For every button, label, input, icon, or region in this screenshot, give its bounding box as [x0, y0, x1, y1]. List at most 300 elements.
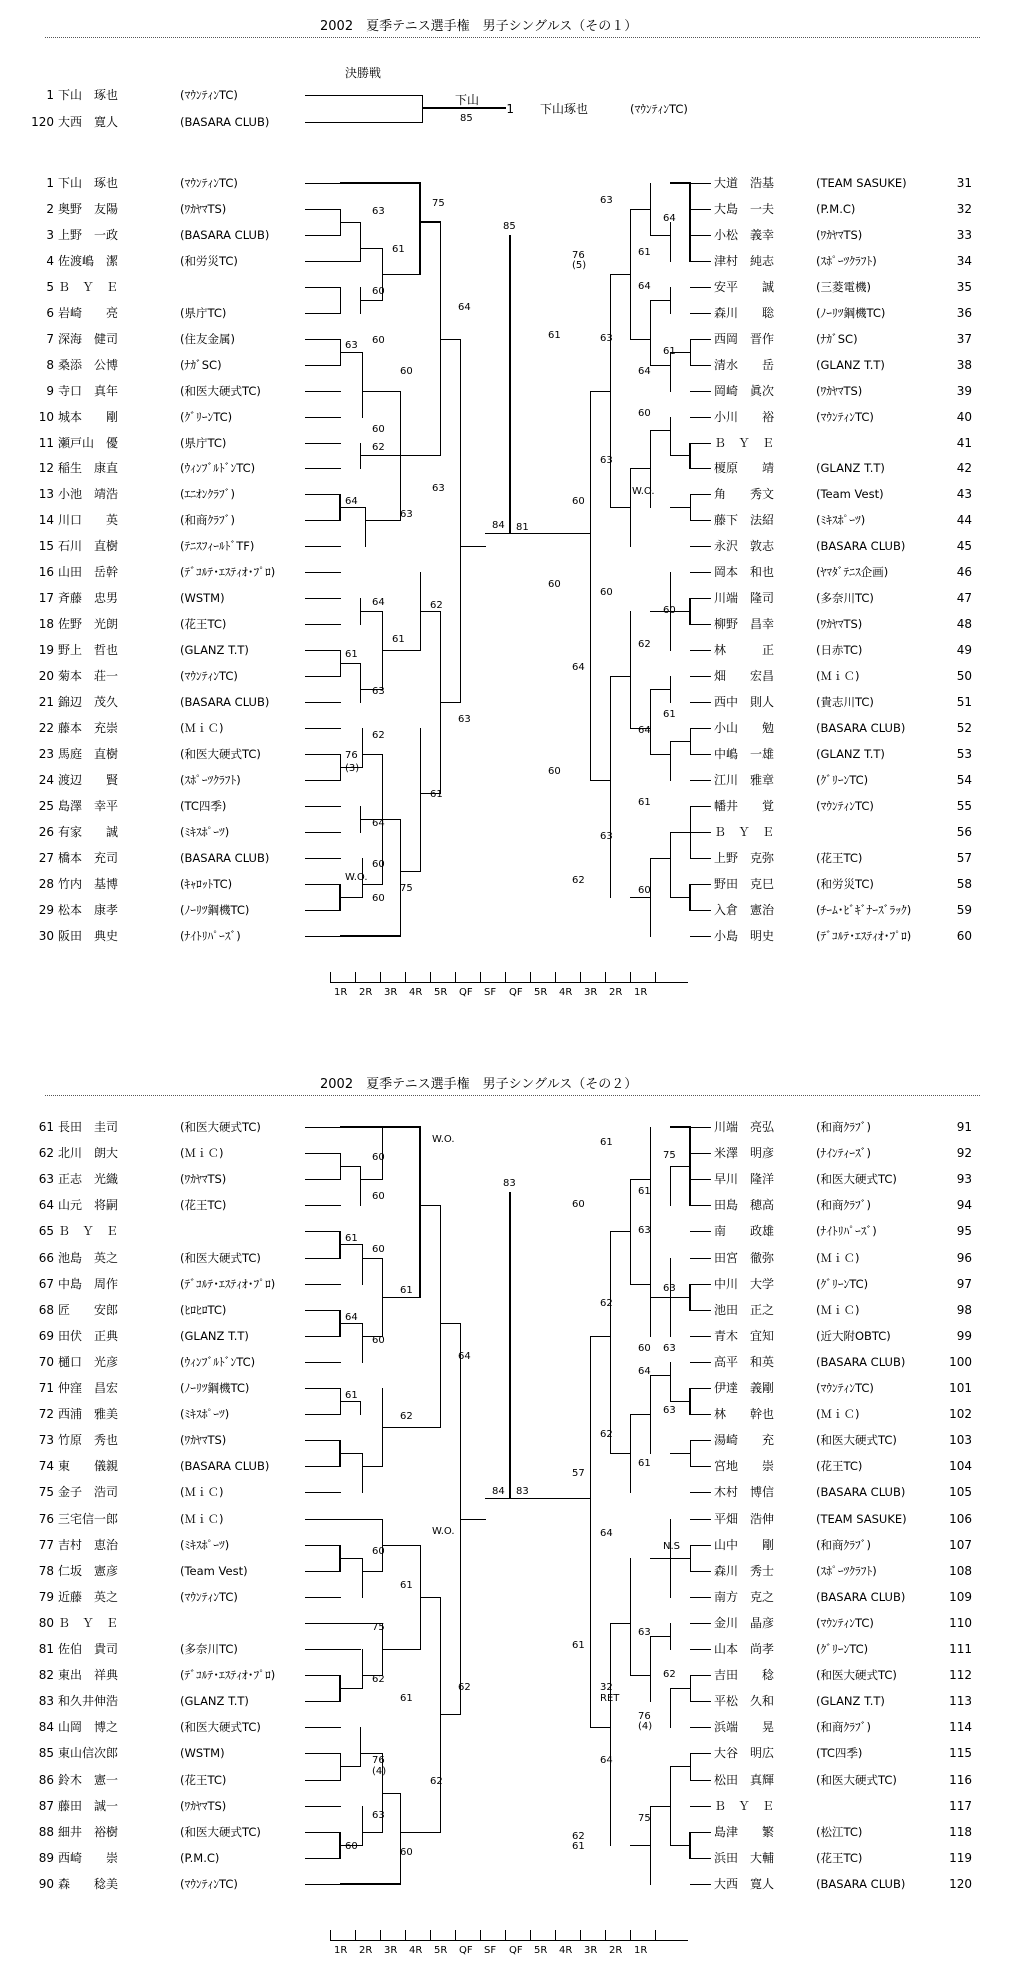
bracket-line [305, 1701, 341, 1702]
bracket-line [650, 689, 671, 690]
bracket-line [690, 650, 711, 651]
bracket-line [605, 1930, 606, 1941]
bracket-line [419, 1127, 421, 1298]
player-name: 西中 則人 [714, 695, 775, 709]
sheet-title: 2002 夏季テニス選手権 男子シングルス（その１） [320, 19, 638, 34]
entry-number: 82 [38, 1668, 54, 1683]
player-name: 仁坂 憲彦 [58, 1563, 119, 1578]
bracket-line [420, 728, 421, 872]
entry-number: 53 [956, 746, 972, 761]
round-label: 5R [434, 987, 448, 998]
player-name: 金川 晶彦 [714, 1615, 775, 1630]
bracket-line [590, 1727, 611, 1728]
entry-number: 116 [949, 1772, 972, 1787]
player-name: 下山 琢也 [58, 176, 119, 190]
player-name: 錦辺 茂久 [58, 695, 119, 709]
bracket-line [365, 507, 366, 547]
bracket-line [422, 107, 506, 109]
match-score: 60 [638, 885, 651, 897]
match-score: 75 [432, 197, 445, 209]
bracket-line [650, 689, 651, 755]
player-club: (日赤TC) [816, 643, 863, 658]
bracket-line [690, 1205, 711, 1206]
entry-number: 84 [38, 1720, 54, 1735]
bracket-line [305, 1258, 341, 1259]
bracket-line [690, 1753, 711, 1754]
match-score: 60 [372, 1546, 385, 1558]
bracket-line [690, 1571, 711, 1572]
entry-number: 73 [38, 1433, 54, 1448]
player-name: 東出 祥典 [58, 1668, 119, 1683]
bracket-line [630, 1284, 651, 1285]
round-label: 5R [534, 987, 548, 998]
round-label: 2R [609, 1945, 623, 1956]
bracket-line [305, 122, 423, 123]
player-club: (P.M.C) [816, 201, 856, 216]
entry-number: 32 [956, 201, 972, 216]
bracket-line [305, 1310, 341, 1311]
player-club: (ﾃﾞｺﾙﾃ･ｴｽﾃｨｵ･ﾌﾟﾛ) [816, 928, 912, 943]
match-score: 63 [600, 830, 613, 842]
bracket-line [670, 741, 671, 781]
bracket-line [382, 819, 401, 820]
bracket-line [305, 1284, 341, 1285]
bracket-line [460, 339, 461, 703]
match-score: 61 [392, 244, 405, 256]
bracket-line [380, 1930, 381, 1941]
bracket-line [305, 183, 341, 184]
match-score: 60 [663, 605, 676, 617]
entry-number: 13 [38, 487, 54, 502]
entry-number: 1 [46, 176, 54, 190]
player-name: 野上 哲也 [58, 643, 119, 658]
match-score: 64 [638, 366, 651, 378]
player-name: 深海 健司 [58, 331, 119, 346]
player-club: (和労災TC) [816, 876, 874, 891]
player-name: 近藤 英之 [58, 1589, 119, 1604]
player-club: (Team Vest) [816, 487, 884, 502]
entry-number: 25 [38, 798, 54, 813]
player-name: 小島 明史 [714, 928, 775, 943]
bracket-line [690, 1858, 711, 1859]
match-score: 64 [638, 280, 651, 292]
round-label: 4R [559, 987, 573, 998]
match-score: 62 [638, 638, 651, 650]
bracket-line [690, 1414, 711, 1415]
player-name: 中川 大学 [714, 1276, 775, 1291]
bracket-line [610, 274, 631, 275]
entry-number: 1 [46, 88, 54, 102]
player-club: (ＭｉＣ) [180, 720, 224, 735]
entry-number: 64 [38, 1198, 54, 1213]
bracket-line [605, 972, 606, 983]
player-club: (BASARA CLUB) [816, 539, 906, 554]
bracket-line [305, 650, 341, 651]
bracket-line [690, 1258, 711, 1259]
match-score: 63 [458, 714, 471, 726]
entry-number: 104 [949, 1459, 972, 1474]
entry-number: 83 [38, 1694, 54, 1709]
bracket-line [670, 222, 671, 262]
bracket-line [690, 1597, 711, 1598]
bracket-line [509, 1192, 511, 1498]
round-label: SF [484, 1945, 497, 1956]
bracket-line [305, 806, 341, 807]
entry-number: 48 [956, 617, 972, 632]
player-name: 上野 一政 [58, 227, 119, 242]
bracket-line [690, 1519, 711, 1520]
bracket-line [420, 1205, 441, 1206]
player-name: 藤下 法紹 [714, 513, 775, 528]
entry-number: 118 [949, 1824, 972, 1839]
entry-number: 34 [956, 253, 972, 268]
player-name: 田島 穂高 [714, 1198, 775, 1213]
player-name: 森川 聡 [714, 305, 775, 320]
bracket-line [530, 1930, 531, 1941]
sheet-title: 2002 夏季テニス選手権 男子シングルス（その２） [320, 1077, 638, 1092]
player-name: 入倉 憲治 [714, 902, 775, 917]
entry-number: 69 [38, 1328, 54, 1343]
match-score: (4) [372, 1765, 387, 1777]
entry-number: 110 [949, 1615, 972, 1630]
entry-number: 95 [956, 1224, 972, 1239]
bracket-line [610, 1231, 611, 1454]
bracket-line [670, 417, 671, 457]
match-score: 84 [492, 1486, 505, 1498]
player-name: 稲生 康直 [58, 461, 119, 476]
player-name: 安平 誠 [714, 279, 775, 294]
bracket-line [610, 1623, 631, 1624]
match-score: 60 [548, 766, 561, 778]
bracket-line [305, 1127, 341, 1128]
match-score: 60 [572, 1199, 585, 1211]
player-name: 川端 亮弘 [714, 1120, 775, 1134]
player-club: (県庁TC) [180, 305, 227, 320]
bracket-line [382, 1649, 401, 1650]
bracket-line [630, 339, 651, 340]
bracket-line [690, 546, 711, 547]
bracket-line [560, 1498, 591, 1499]
player-name: 小川 裕 [714, 409, 775, 424]
match-score: 32 [600, 1682, 613, 1694]
player-name: Ｂ Ｙ Ｅ [58, 1615, 119, 1630]
bracket-line [440, 1205, 441, 1428]
bracket-line [305, 1806, 341, 1807]
player-name: 樋口 光彦 [58, 1354, 119, 1369]
player-name: 竹原 秀也 [58, 1433, 119, 1448]
player-club: (WSTM) [180, 1746, 225, 1761]
bracket-line [690, 806, 711, 807]
entry-number: 117 [949, 1798, 972, 1813]
bracket-line [610, 676, 631, 677]
bracket-line [670, 1362, 671, 1402]
bracket-line [360, 1179, 383, 1180]
player-club: (花王TC) [816, 1850, 863, 1865]
player-name: 島津 繁 [714, 1824, 775, 1839]
player-name: 吉田 稔 [714, 1668, 775, 1683]
match-score: 60 [638, 407, 651, 419]
match-score: 62 [372, 729, 385, 741]
player-club: (ﾐｷｽﾎﾟｰﾂ) [816, 513, 866, 528]
bracket-line [690, 910, 711, 911]
entry-number: 120 [949, 1876, 972, 1891]
entry-number: 24 [38, 772, 54, 787]
entry-number: 30 [38, 928, 54, 943]
bracket-line [690, 702, 711, 703]
bracket-line [670, 1766, 691, 1767]
entry-number: 20 [38, 669, 54, 684]
entry-number: 81 [38, 1642, 54, 1656]
player-name: 石川 直樹 [58, 539, 119, 554]
bracket-line [422, 95, 423, 123]
player-club: (ｸﾞﾘｰﾝTC) [816, 1642, 869, 1656]
bracket-line [400, 1832, 441, 1833]
bracket-line [305, 235, 341, 236]
player-club: (BASARA CLUB) [816, 1589, 906, 1604]
entry-number: 41 [956, 435, 972, 450]
match-score: 62 [572, 1830, 585, 1842]
player-club: (ＭｉＣ) [816, 1250, 860, 1265]
entry-number: 58 [956, 876, 972, 891]
player-name: 馬庭 直樹 [58, 746, 119, 761]
player-name: 南方 克之 [714, 1589, 775, 1604]
player-name: Ｂ Ｙ Ｅ [58, 279, 119, 294]
player-name: 浜端 晃 [714, 1720, 775, 1735]
bracket-line [670, 832, 671, 898]
bracket-line [362, 754, 383, 755]
bracket-line [340, 222, 361, 223]
player-name: 岡本 和也 [714, 565, 775, 580]
bracket-line [360, 1727, 361, 1767]
match-score: 64 [600, 1755, 613, 1767]
player-club: (ﾅｲﾝﾃｨｰｽﾞ) [816, 1146, 871, 1161]
bracket-line [690, 1127, 711, 1128]
bracket-line [305, 468, 341, 469]
player-name: 林 正 [714, 643, 775, 658]
player-club: (ｸﾞﾘｰﾝTC) [816, 772, 869, 787]
bracket-line [305, 910, 341, 911]
bracket-line [560, 533, 591, 534]
bracket-line [400, 455, 441, 456]
bracket-line [690, 1623, 711, 1624]
player-name: 松本 康孝 [58, 902, 119, 917]
entry-number: 71 [38, 1381, 54, 1395]
entry-number: 19 [38, 643, 54, 658]
bracket-line [430, 1930, 431, 1941]
player-club: (和医大硬式TC) [180, 1250, 261, 1265]
player-name: Ｂ Ｙ Ｅ [58, 1224, 119, 1239]
match-score: 60 [572, 496, 585, 508]
bracket-line [340, 663, 361, 664]
player-name: 寺口 真年 [58, 383, 119, 398]
entry-number: 31 [956, 176, 972, 190]
match-score: RET [600, 1692, 620, 1704]
bracket-line [670, 1166, 671, 1206]
bracket-line [340, 935, 401, 937]
bracket-line [480, 972, 481, 983]
entry-number: 59 [956, 902, 972, 917]
player-club: (BASARA CLUB) [180, 227, 270, 242]
bracket-line [650, 1636, 671, 1637]
match-score: 57 [572, 1468, 585, 1480]
match-score: 63 [663, 1282, 676, 1294]
entry-number: 7 [46, 331, 54, 346]
player-club: (GLANZ T.T) [816, 1694, 885, 1709]
match-score: 63 [638, 1225, 651, 1237]
player-club: (和医大硬式TC) [816, 1668, 897, 1683]
bracket-line [690, 468, 711, 469]
match-score: 63 [663, 1342, 676, 1354]
match-score: N.S [663, 1541, 681, 1553]
entry-number: 52 [956, 720, 972, 735]
player-name: 島澤 幸平 [58, 798, 119, 813]
bracket-line [610, 676, 611, 898]
player-club: (ﾜｶﾔﾏTS) [816, 383, 863, 398]
match-score: 62 [600, 1428, 613, 1440]
player-name: 佐渡嶋 潔 [58, 253, 119, 268]
bracket-line [690, 313, 711, 314]
player-club: (TEAM SASUKE) [816, 176, 907, 190]
player-name: 南 政雄 [714, 1224, 775, 1239]
entry-number: 12 [38, 461, 54, 476]
player-name: 吉村 恵治 [58, 1537, 119, 1552]
match-score: 61 [663, 708, 676, 720]
bracket-line [690, 1675, 711, 1676]
bracket-line [690, 1284, 711, 1285]
player-name: 山中 剛 [714, 1537, 775, 1552]
player-club: (ＭｉＣ) [816, 1407, 860, 1422]
bracket-line [610, 507, 631, 508]
bracket-line [690, 598, 711, 599]
bracket-line [360, 300, 383, 301]
player-club: (ｴﾆｵﾝｸﾗﾌﾞ) [180, 487, 235, 502]
bracket-line [650, 300, 671, 301]
bracket-line [305, 1858, 341, 1859]
player-club: (BASARA CLUB) [816, 720, 906, 735]
bracket-line [305, 365, 341, 366]
bracket-line [305, 1492, 341, 1493]
player-name: 三宅信一郎 [58, 1511, 119, 1526]
player-club: (ﾜｶﾔﾏTS) [180, 1798, 227, 1813]
player-name: 早川 隆洋 [714, 1172, 775, 1187]
bracket-line [340, 1883, 401, 1885]
entry-number: 49 [956, 643, 972, 658]
bracket-line [382, 274, 421, 275]
player-name: 菊本 荘一 [58, 669, 119, 684]
bracket-line [362, 1323, 363, 1363]
bracket-line [455, 1930, 456, 1941]
bracket-line [590, 391, 611, 392]
player-club: (和医大硬式TC) [180, 1720, 261, 1735]
bracket-line [305, 728, 341, 729]
bracket-line [670, 832, 691, 833]
bracket-line [362, 1258, 383, 1259]
bracket-line [362, 352, 363, 418]
match-score: 61 [638, 797, 651, 809]
bracket-line [362, 1453, 363, 1493]
match-score: 63 [400, 509, 413, 521]
player-club: (ﾏｳﾝﾃｨﾝTC) [816, 798, 874, 813]
bracket-line [690, 1780, 711, 1781]
match-score: 60 [372, 1191, 385, 1203]
player-club: (GLANZ T.T) [180, 643, 249, 658]
player-name: 藤本 充崇 [58, 720, 119, 735]
match-score: 61 [572, 1841, 585, 1853]
player-name: 上野 克弥 [714, 850, 775, 865]
player-name: 森川 秀士 [714, 1563, 775, 1578]
entry-number: 79 [38, 1589, 54, 1604]
match-score: 64 [638, 724, 651, 736]
bracket-line [460, 1519, 486, 1520]
bracket-line [650, 1558, 671, 1559]
entry-number: 101 [949, 1381, 972, 1395]
player-club: (ﾔﾏﾀﾞﾃﾆｽ企画) [816, 565, 889, 580]
bracket-line [670, 1688, 671, 1728]
bracket-line [650, 1636, 651, 1702]
entry-number: 109 [949, 1589, 972, 1604]
entry-number: 29 [38, 902, 54, 917]
entry-number: 6 [46, 305, 54, 320]
bracket-line [330, 982, 688, 983]
bracket-line [340, 1558, 363, 1559]
match-score: 81 [516, 522, 529, 534]
player-name: 柳野 昌幸 [714, 617, 775, 632]
match-score: 62 [600, 1298, 613, 1310]
match-score: 60 [345, 1841, 358, 1853]
player-name: 正志 光織 [58, 1172, 119, 1187]
bracket-line [305, 1623, 341, 1624]
entry-number: 39 [956, 383, 972, 398]
bracket-line [440, 702, 461, 703]
bracket-line [690, 936, 711, 937]
player-club: (ﾏｳﾝﾃｨﾝTC) [180, 176, 238, 190]
round-label: 1R [634, 987, 648, 998]
bracket-line [650, 365, 671, 366]
bracket-line [670, 1126, 691, 1128]
player-club: (ﾉｰﾘﾂ鋼機TC) [180, 902, 250, 917]
bracket-line [670, 1297, 691, 1298]
match-score: 83 [503, 1178, 516, 1190]
match-score: 63 [432, 483, 445, 495]
bracket-line [670, 1453, 691, 1454]
entry-number: 40 [956, 409, 972, 424]
bracket-line [440, 1714, 461, 1715]
bracket-line [690, 1231, 711, 1232]
player-name: 有家 誠 [58, 824, 119, 839]
round-label: 5R [534, 1945, 548, 1956]
entry-number: 74 [38, 1459, 54, 1474]
bracket-line [340, 1453, 363, 1454]
bracket-line [362, 1832, 383, 1833]
match-score: 60 [372, 1243, 385, 1255]
player-club: (和商ｸﾗﾌﾞ) [816, 1120, 871, 1134]
player-club: (BASARA CLUB) [180, 850, 270, 865]
player-name: 金子 浩司 [58, 1485, 119, 1500]
bracket-line [555, 1930, 556, 1941]
bracket-line [305, 598, 341, 599]
bracket-line [650, 300, 651, 366]
match-score: W.O. [432, 1525, 455, 1537]
player-name: 津村 純志 [714, 253, 775, 268]
player-name: 大道 浩基 [714, 176, 775, 190]
final-score: 85 [460, 113, 473, 124]
player-name: 米澤 明彦 [714, 1146, 775, 1161]
entry-number: 67 [38, 1276, 54, 1291]
bracket-line [305, 1388, 341, 1389]
entry-number: 61 [38, 1120, 54, 1134]
match-score: 61 [430, 789, 443, 801]
bracket-line [690, 884, 711, 885]
